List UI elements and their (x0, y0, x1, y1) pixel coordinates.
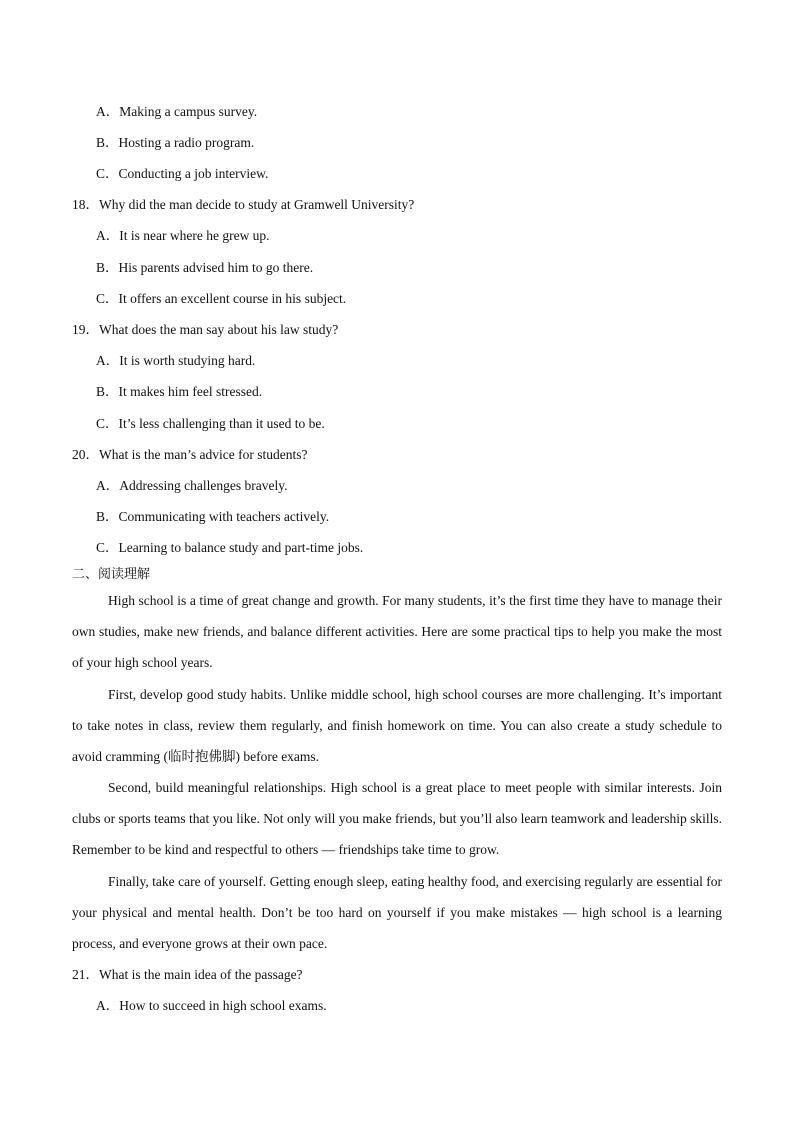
q17-option-c: C．Conducting a job interview. (96, 166, 269, 181)
q21-stem: 21．What is the main idea of the passage? (72, 967, 303, 982)
q18-option-b: B．His parents advised him to go there. (96, 260, 314, 275)
q17-option-a: A．Making a campus survey. (96, 104, 258, 119)
q21-option-a: A．How to succeed in high school exams. (96, 998, 327, 1013)
passage-paragraph-2: First, develop good study habits. Unlike middle school, high school courses are more challenging. It’s important to take notes in class, review them regularly, and finish homework on time. You can also create a study schedule to avoid cramming (临时抱佛脚) before exams. (72, 687, 722, 765)
q19-option-c: C．It’s less challenging than it used to be. (96, 416, 325, 431)
q20-option-b: B．Communicating with teachers actively. (96, 509, 330, 524)
q18-option-a: A．It is near where he grew up. (96, 228, 270, 243)
q20-option-a: A．Addressing challenges bravely. (96, 478, 288, 493)
passage-paragraph-3: Second, build meaningful relationships. High school is a great place to meet people with similar interests. Join clubs or sports teams that you like. Not only will you make friends, but you’ll also learn teamwork and leadership skills. Remember to be kind and respectful to others — friendships take time to grow. (72, 780, 722, 858)
passage-paragraph-1: High school is a time of great change and growth. For many students, it’s the first time they have to manage their own studies, make new friends, and balance different activities. Here are some practical tips to help you make the most of your high school years. (72, 593, 722, 671)
q20-stem: 20．What is the man’s advice for students? (72, 447, 308, 462)
q17-option-b: B．Hosting a radio program. (96, 135, 255, 150)
q19-option-b: B．It makes him feel stressed. (96, 384, 263, 399)
q20-option-c: C．Learning to balance study and part-time jobs. (96, 540, 364, 555)
q19-stem: 19．What does the man say about his law study? (72, 322, 339, 337)
section-title-reading: 二、阅读理解 (72, 567, 151, 582)
passage-paragraph-4: Finally, take care of yourself. Getting enough sleep, eating healthy food, and exercising regularly are essential for your physical and mental health. Don’t be too hard on yourself if you make mistakes — high school is a learning process, and everyone grows at their own pace. (72, 874, 722, 952)
q18-stem: 18．Why did the man decide to study at Gramwell University? (72, 197, 415, 212)
q19-option-a: A．It is worth studying hard. (96, 353, 256, 368)
q18-option-c: C．It offers an excellent course in his subject. (96, 291, 347, 306)
